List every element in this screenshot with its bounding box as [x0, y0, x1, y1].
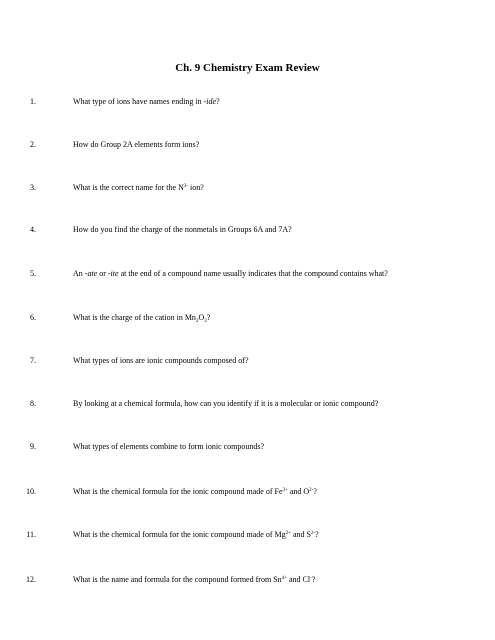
question-number: 6. [30, 313, 36, 322]
question-number: 11. [26, 530, 36, 539]
question-text: What is the name and formula for the compound formed from $Sn^{4+}$ and Cl-? [73, 575, 316, 584]
question-text: By looking at a chemical formula, how can you identify if it is a molecular or ionic compound? [73, 399, 379, 408]
question-number: 3. [30, 183, 36, 192]
question-text: What is the chemical formula for the ionic compound made of $Mg^{2+}$ and $S^{2-}$? [73, 530, 319, 539]
question-number: 8. [30, 399, 36, 408]
question-text: How do Group 2A elements form ions? [73, 140, 200, 149]
question-number: 7. [30, 356, 36, 365]
question-text: An -ate or -ite at the end of a compound name usually indicates that the compound contains what? [73, 269, 388, 278]
page-title: Ch. 9 Chemistry Exam Review [175, 62, 320, 74]
question-text: What is the charge of the cation in $Mn_2O_3$? [73, 313, 211, 324]
question-text: What type of ions have names ending in -ide? [73, 97, 220, 106]
question-text: What types of ions are ionic compounds composed of? [73, 356, 249, 365]
question-text: What is the chemical formula for the ionic compound made of $Fe^{3+}$ and $O^{2-}$? [73, 487, 317, 496]
question-number: 5. [30, 269, 36, 278]
question-number: 4. [30, 225, 36, 234]
question-number: 10. [26, 487, 36, 496]
question-number: 12. [26, 575, 36, 584]
question-number: 2. [30, 140, 36, 149]
question-text: What is the correct name for the $N^{3-}$ ion? [73, 183, 204, 192]
question-text: What types of elements combine to form ionic compounds? [73, 442, 265, 451]
question-number: 1. [30, 97, 36, 106]
question-number: 9. [30, 442, 36, 451]
question-text: How do you find the charge of the nonmetals in Groups 6A and 7A? [73, 225, 292, 234]
